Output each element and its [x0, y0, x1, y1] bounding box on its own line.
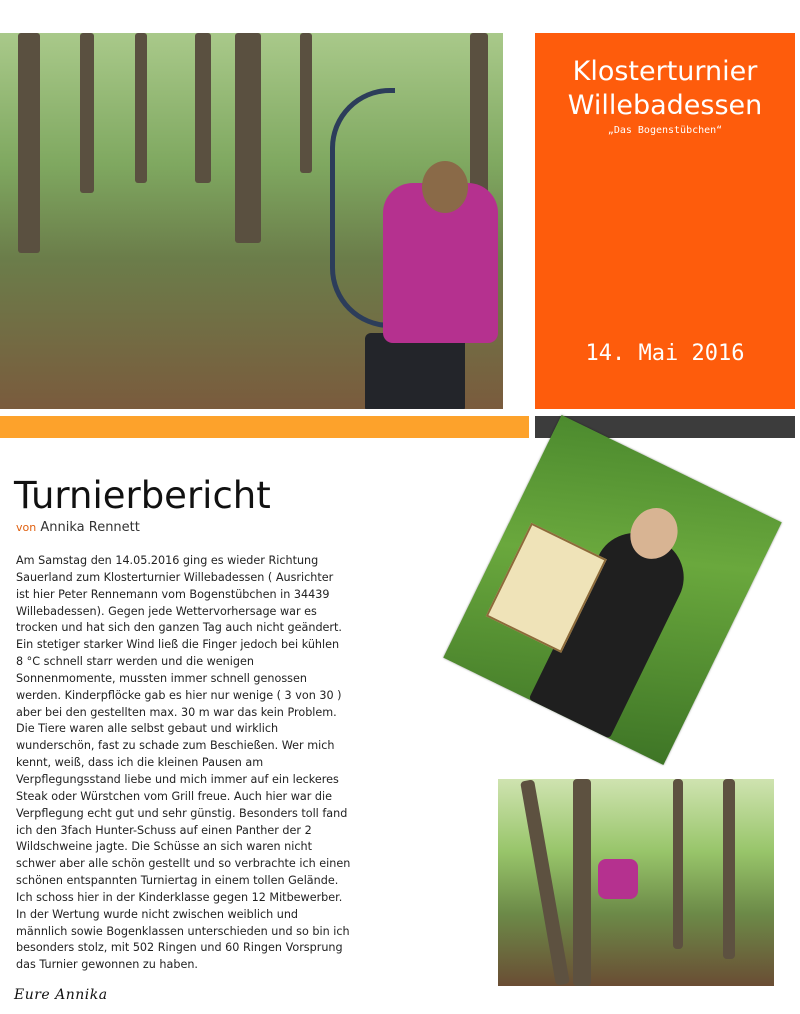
body-line: kennt, weiß, dass ich die kleinen Pausen am	[16, 756, 264, 770]
body-line: Sauerland zum Klosterturnier Willebadessen ( Ausrichter	[16, 570, 334, 584]
byline-prefix: von	[16, 521, 37, 534]
event-title-line1: Klosterturnier	[572, 56, 758, 87]
body-line: Willebadessen). Gegen jede Wettervorhersage war es	[16, 604, 317, 618]
body-line: schönen entspannten Turniertag in einem tollen Gelände.	[16, 874, 339, 888]
body-line: männlich sowie Bogenklassen unterschieden und so bin ich	[16, 924, 350, 938]
body-line: Ein stetiger starker Wind ließ die Finger jedoch bei kühlen	[16, 638, 340, 652]
body-line: In der Wertung wurde nicht zwischen weiblich und	[16, 907, 299, 921]
body-line: ich den 3fach Hunter-Schuss auf einen Panther der 2	[16, 823, 312, 837]
body-line: Verpflegung echt gut und sehr günstig. Besonders toll fand	[16, 806, 348, 820]
article-byline	[16, 520, 140, 535]
body-line: Verpflegungsstand liebe und mich immer auf ein leckeres	[16, 772, 339, 786]
byline-author: Annika Rennett	[40, 520, 140, 535]
event-title	[535, 55, 795, 123]
article-heading: Turnierbericht	[14, 474, 271, 517]
body-line: Steak oder Würstchen vom Grill freue. Auch hier war die	[16, 789, 332, 803]
body-line: trocken und hat sich den ganzen Tag auch nicht geändert.	[16, 621, 342, 635]
body-line: aber bei den gestellten max. 30 m war das kein Problem.	[16, 705, 337, 719]
photo-girl-with-certificate	[443, 415, 782, 765]
article-body	[16, 553, 366, 974]
body-line: Die Tiere waren alle selbst gebaut und wirklich	[16, 722, 279, 736]
photo-girl-on-tree	[498, 779, 774, 986]
event-title-line2: Willebadessen	[567, 90, 763, 121]
body-line: ist hier Peter Rennemann vom Bogenstübchen in 34439	[16, 587, 330, 601]
body-line: schwer aber alle schön gestellt und so verbrachte ich einen	[16, 857, 351, 871]
body-line: Ich schoss hier in der Kinderklasse gegen 12 Mitbewerber.	[16, 890, 343, 904]
body-line: wunderschön, fast zu schade zum Beschießen. Wer mich	[16, 739, 335, 753]
body-line: Am Samstag den 14.05.2016 ging es wieder Richtung	[16, 554, 319, 567]
body-line: 8 °C schnell starr werden und die wenigen	[16, 655, 254, 669]
body-line: das Turnier gewonnen zu haben.	[16, 958, 198, 972]
body-line: besonders stolz, mit 502 Ringen und 60 Ringen Vorsprung	[16, 941, 343, 955]
body-line: Sonnenmomente, mussten immer schnell genossen	[16, 671, 307, 685]
body-line: werden. Kinderpflöcke gab es hier nur wenige ( 3 von 30 )	[16, 688, 342, 702]
title-box	[535, 33, 795, 409]
hero-photo-archer	[0, 33, 503, 409]
event-subtitle: „Das Bogenstübchen“	[607, 125, 723, 136]
divider-bar-orange	[0, 416, 529, 438]
event-date: 14. Mai 2016	[585, 341, 745, 366]
body-line: Wildschweine jagte. Die Schüsse an sich waren nicht	[16, 840, 312, 854]
signature: Eure Annika	[14, 987, 108, 1003]
